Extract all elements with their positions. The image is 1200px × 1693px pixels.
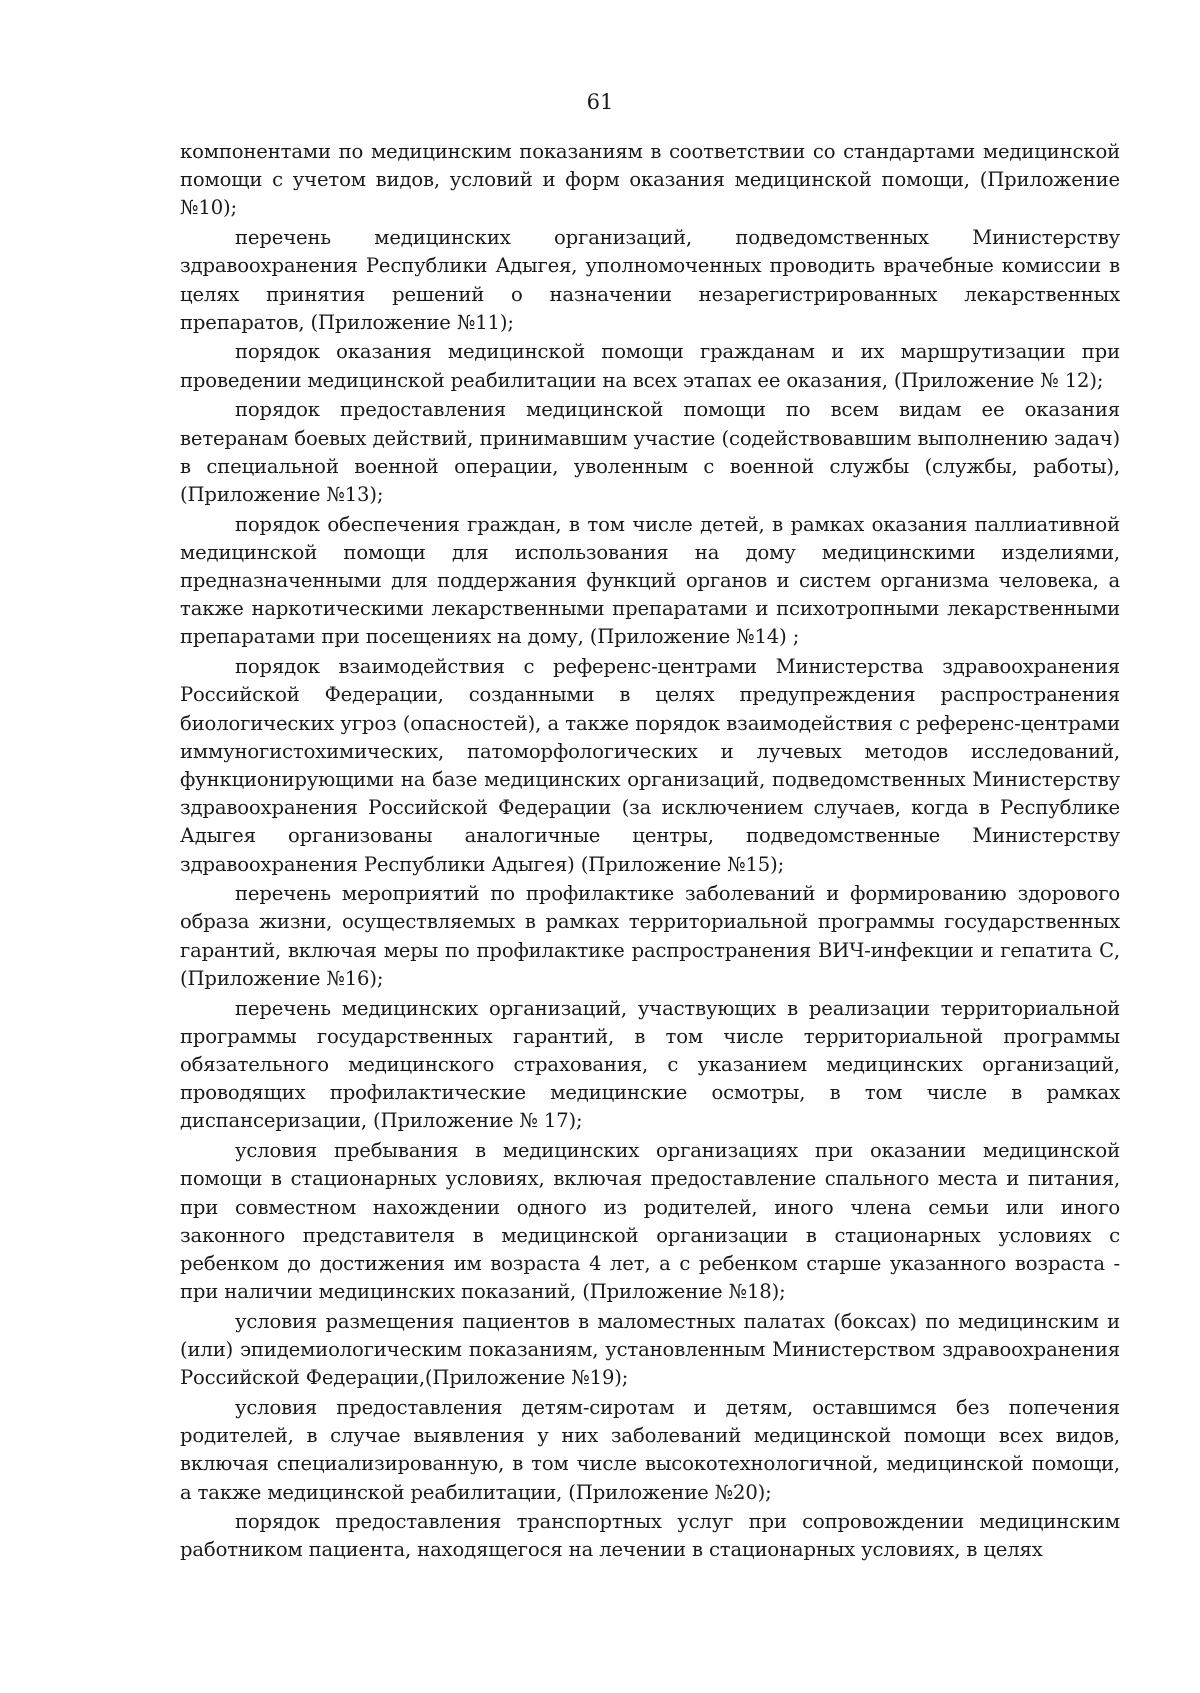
document-body bbox=[180, 138, 1120, 1566]
paragraph: условия размещения пациентов в маломестных палатах (боксах) по медицинским и (или) эпидемиологическим показаниям, установленным Министерством здравоохранения Российской Федерации,(Приложение №19); bbox=[180, 1309, 1120, 1390]
paragraph: порядок предоставления медицинской помощи по всем видам ее оказания ветеранам боевых действий, принимавшим участие (содействовавшим выполнению задач) в специальной военной операции, уволенным с военной службы (службы, работы), (Приложение №13); bbox=[180, 398, 1120, 506]
paragraph: порядок обеспечения граждан, в том числе детей, в рамках оказания паллиативной медицинской помощи для использования на дому медицинскими изделиями, предназначенными для поддержания функций органов и систем организма человека, а также наркотическими лекарственными препаратами и психотропными лекарственными препаратами при посещениях на дому, (Приложение №14) ; bbox=[180, 512, 1120, 649]
paragraph: перечень медицинских организаций, подведомственных Министерству здравоохранения Республики Адыгея, уполномоченных проводить врачебные комиссии в целях принятия решений о назначении незарегистрированных лекарственных препаратов, (Приложение №11); bbox=[180, 226, 1120, 334]
paragraph: порядок взаимодействия с референс-центрами Министерства здравоохранения Российской Федерации, созданными в целях предупреждения распространения биологических угроз (опасностей), а также порядок взаимодействия с референс-центрами иммуногистохимических, патоморфологических и лучевых методов исследований, функционирующими на базе медицинских организаций, подведомственных Министерству здравоохранения Российской Федерации (за исключением случаев, когда в Республике Адыгея организованы аналогичные центры, подведомственные Министерству здравоохранения Республики Адыгея) (Приложение №15); bbox=[180, 655, 1120, 876]
paragraph: условия предоставления детям-сиротам и детям, оставшимся без попечения родителей, в случае выявления у них заболеваний медицинской помощи всех видов, включая специализированную, в том числе высокотехнологичной, медицинской помощи, а также медицинской реабилитации, (Приложение №20); bbox=[180, 1395, 1120, 1504]
paragraph: перечень медицинских организаций, участвующих в реализации территориальной программы государственных гарантий, в том числе территориальной программы обязательного медицинского страхования, с указанием медицинских организаций, проводящих профилактические медицинские осмотры, в том числе в рамках диспансеризации, (Приложение № 17); bbox=[180, 996, 1120, 1133]
paragraph: порядок оказания медицинской помощи гражданам и их маршрутизации при проведении медицинской реабилитации на всех этапах ее оказания, (Приложение № 12); bbox=[180, 340, 1120, 392]
paragraph: условия пребывания в медицинских организациях при оказании медицинской помощи в стационарных условиях, включая предоставление спального места и питания, при совместном нахождении одного из родителей, иного члена семьи или иного законного представителя в медицинской организации в стационарных условиях с ребенком до достижения им возраста 4 лет, а с ребенком старше указанного возраста - при наличии медицинских показаний, (Приложение №18); bbox=[180, 1139, 1120, 1304]
paragraph: перечень мероприятий по профилактике заболеваний и формированию здорового образа жизни, осуществляемых в рамках территориальной программы государственных гарантий, включая меры по профилактике распространения ВИЧ-инфекции и гепатита С, (Приложение №16); bbox=[180, 882, 1120, 990]
paragraph: компонентами по медицинским показаниям в соответствии со стандартами медицинской помощи с учетом видов, условий и форм оказания медицинской помощи, (Приложение №10); bbox=[180, 140, 1120, 220]
paragraph: порядок предоставления транспортных услуг при сопровождении медицинским работником пациента, находящегося на лечении в стационарных условиях, в целях bbox=[180, 1510, 1120, 1562]
page-number: 61 bbox=[586, 90, 614, 114]
